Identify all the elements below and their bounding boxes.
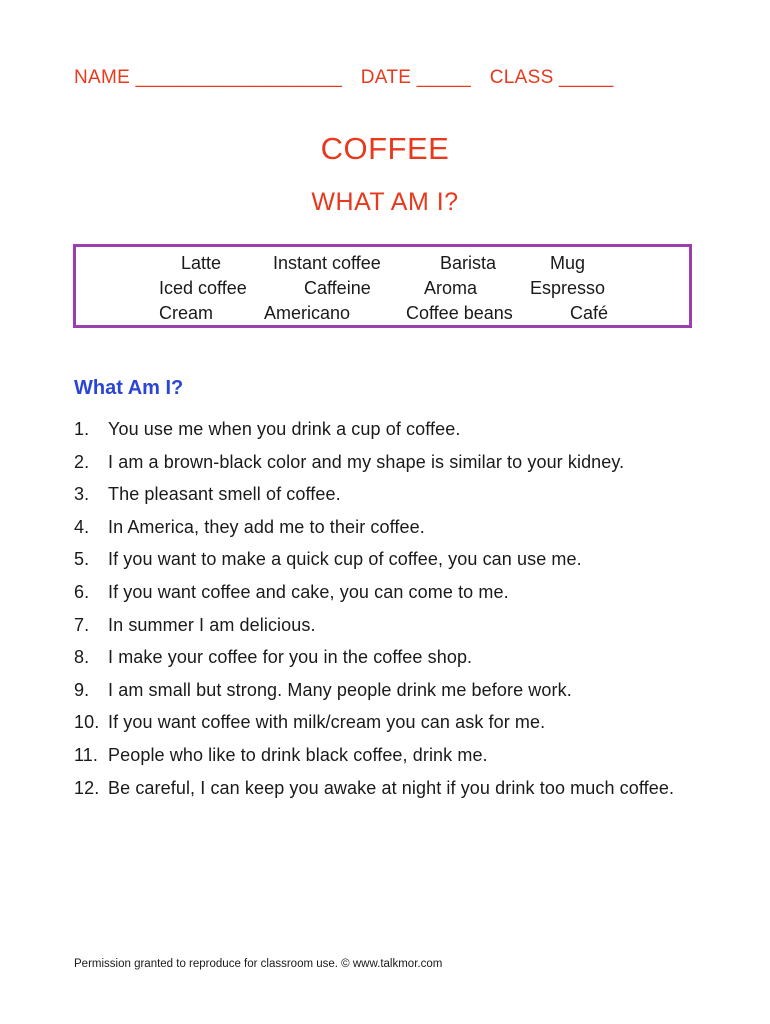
- question-text: If you want to make a quick cup of coffee, you can use me.: [108, 549, 582, 570]
- question-number: 2.: [74, 451, 90, 472]
- word-bank-item: Coffee beans: [406, 303, 513, 323]
- word-bank-item: Cream: [159, 303, 214, 323]
- worksheet-subtitle: WHAT AM I?: [311, 188, 459, 216]
- question-list: [74, 413, 704, 804]
- word-bank-item: Barista: [440, 253, 497, 273]
- question-number: 12.: [74, 777, 100, 798]
- question-item: [74, 511, 704, 544]
- question-number: 11.: [74, 744, 98, 765]
- question-number: 7.: [74, 614, 90, 635]
- question-text: I make your coffee for you in the coffee shop.: [108, 647, 473, 668]
- question-item: [74, 706, 704, 739]
- question-text: People who like to drink black coffee, drink me.: [108, 744, 488, 765]
- question-text: In America, they add me to their coffee.: [108, 516, 425, 537]
- question-item: [74, 772, 704, 805]
- question-number: 6.: [74, 581, 90, 602]
- date-field: DATE _____: [360, 67, 472, 88]
- question-number: 3.: [74, 484, 90, 505]
- question-item: [74, 413, 704, 446]
- word-bank-box: [73, 244, 692, 328]
- question-item: [74, 641, 704, 674]
- question-item: [74, 543, 704, 576]
- question-item: [74, 674, 704, 707]
- question-item: [74, 609, 704, 642]
- question-text: You use me when you drink a cup of coffee.: [108, 419, 461, 439]
- word-bank-item: Instant coffee: [273, 253, 381, 273]
- question-number: 1.: [74, 419, 90, 439]
- question-item: [74, 576, 704, 609]
- word-bank-item: Mug: [550, 253, 586, 273]
- word-bank-item: Caffeine: [304, 278, 371, 298]
- question-number: 9.: [74, 679, 90, 700]
- question-item: [74, 446, 704, 479]
- question-text: If you want coffee and cake, you can come to me.: [108, 581, 509, 602]
- worksheet-title: COFFEE: [320, 131, 450, 166]
- question-number: 5.: [74, 549, 90, 570]
- name-field: NAME ___________________: [74, 67, 343, 88]
- word-bank-item: Café: [570, 303, 609, 323]
- question-text: If you want coffee with milk/cream you can ask for me.: [108, 712, 546, 733]
- question-text: I am small but strong. Many people drink me before work.: [108, 679, 572, 700]
- word-bank-item: Espresso: [530, 278, 606, 298]
- question-text: In summer I am delicious.: [108, 614, 316, 635]
- word-bank-item: Americano: [264, 303, 351, 323]
- question-number: 8.: [74, 647, 90, 668]
- section-heading: What Am I?: [74, 377, 184, 399]
- word-bank-item: Iced coffee: [159, 278, 247, 298]
- word-bank-item: Aroma: [424, 278, 478, 298]
- word-bank-item: Latte: [181, 253, 222, 273]
- question-item: [74, 478, 704, 511]
- question-text: Be careful, I can keep you awake at night if you drink too much coffee.: [108, 777, 675, 798]
- question-item: [74, 739, 704, 772]
- permission-footer: Permission granted to reproduce for classroom use. © www.talkmor.com: [74, 958, 443, 970]
- class-field: CLASS _____: [489, 67, 614, 88]
- question-text: I am a brown-black color and my shape is similar to your kidney.: [108, 451, 625, 472]
- question-text: The pleasant smell of coffee.: [108, 484, 341, 505]
- question-number: 4.: [74, 516, 90, 537]
- question-number: 10.: [74, 712, 100, 733]
- student-info-line: [74, 67, 694, 89]
